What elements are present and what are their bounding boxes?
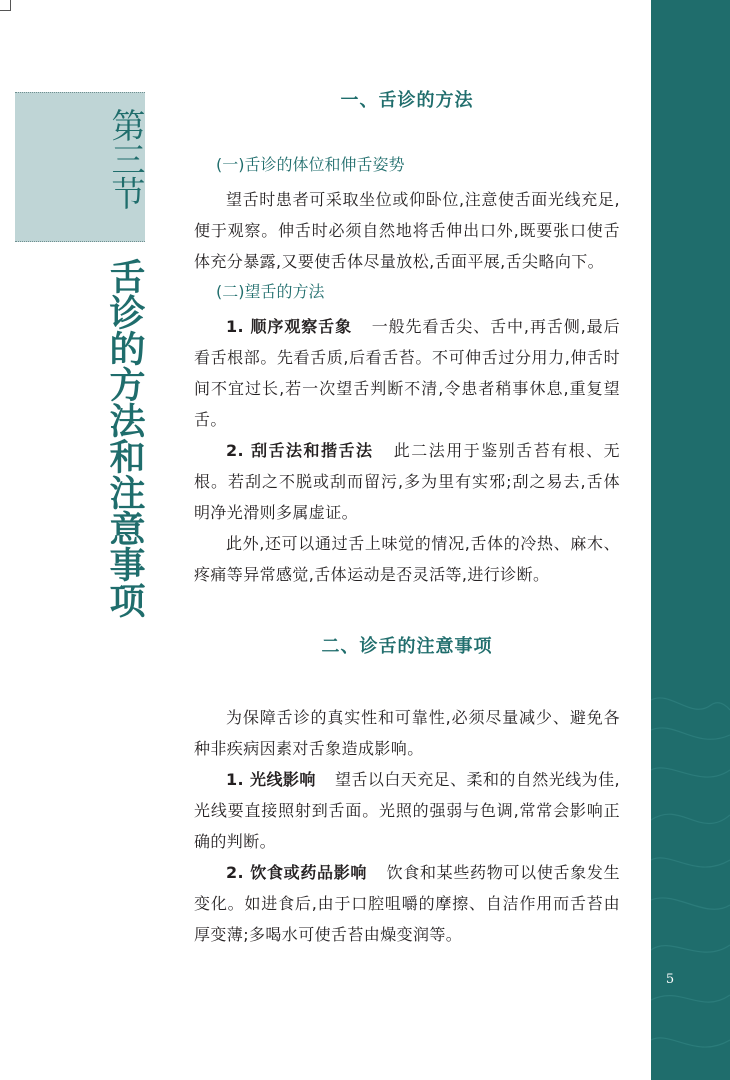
paragraph-sequence <box>194 311 620 435</box>
main-content <box>194 86 620 950</box>
heading-tongue-methods: 一、舌诊的方法 <box>340 90 474 111</box>
text-sequence: 一般先看舌尖、舌中,再舌侧,最后看舌根部。先看舌质,后看舌苔。不可伸舌过分用力,伸舌时间不宜过长,若一次望舌判断不清,令患者稍事休息,重复望舌。 <box>194 317 620 429</box>
text-food: 饮食和某些药物可以使舌象发生变化。如进食后,由于口腔咀嚼的摩擦、自洁作用而舌苔由厚变薄;多喝水可使舌苔由燥变润等。 <box>194 863 620 944</box>
section-number: 第三节 <box>105 108 145 210</box>
paragraph-light <box>194 764 620 857</box>
subheading-posture: (一)舌诊的体位和伸舌姿势 <box>216 155 405 174</box>
section-title: 舌诊的方法和注意事项 <box>104 258 145 618</box>
term-food: 2. 饮食或药品影响 <box>226 863 368 882</box>
decorative-side-band <box>651 0 730 1080</box>
paragraph-extra: 此外,还可以通过舌上味觉的情况,舌体的冷热、麻木、疼痛等异常感觉,舌体运动是否灵活等,进行诊断。 <box>194 534 620 584</box>
paragraph-scraping <box>194 435 620 528</box>
subheading-inspection: (二)望舌的方法 <box>216 282 325 301</box>
wave-pattern-icon <box>651 0 730 1080</box>
page-number: 5 <box>665 972 675 987</box>
text-scraping: 此二法用于鉴别舌苔有根、无根。若刮之不脱或刮而留污,多为里有实邪;刮之易去,舌体明净光滑则多属虚证。 <box>194 441 620 522</box>
term-sequence: 1. 顺序观察舌象 <box>226 317 352 336</box>
paragraph-intro: 为保障舌诊的真实性和可靠性,必须尽量减少、避免各种非疾病因素对舌象造成影响。 <box>194 708 620 758</box>
crop-mark <box>0 0 11 11</box>
text-light: 望舌以白天充足、柔和的自然光线为佳,光线要直接照射到舌面。光照的强弱与色调,常常会影响正确的判断。 <box>194 770 620 851</box>
paragraph-posture: 望舌时患者可采取坐位或仰卧位,注意使舌面光线充足,便于观察。伸舌时必须自然地将舌伸出口外,既要张口使舌体充分暴露,又要使舌体尽量放松,舌面平展,舌尖略向下。 <box>194 190 620 271</box>
paragraph-food <box>194 857 620 950</box>
heading-precautions: 二、诊舌的注意事项 <box>321 636 493 657</box>
term-light: 1. 光线影响 <box>226 770 316 789</box>
term-scraping: 2. 刮舌法和揩舌法 <box>226 441 374 460</box>
